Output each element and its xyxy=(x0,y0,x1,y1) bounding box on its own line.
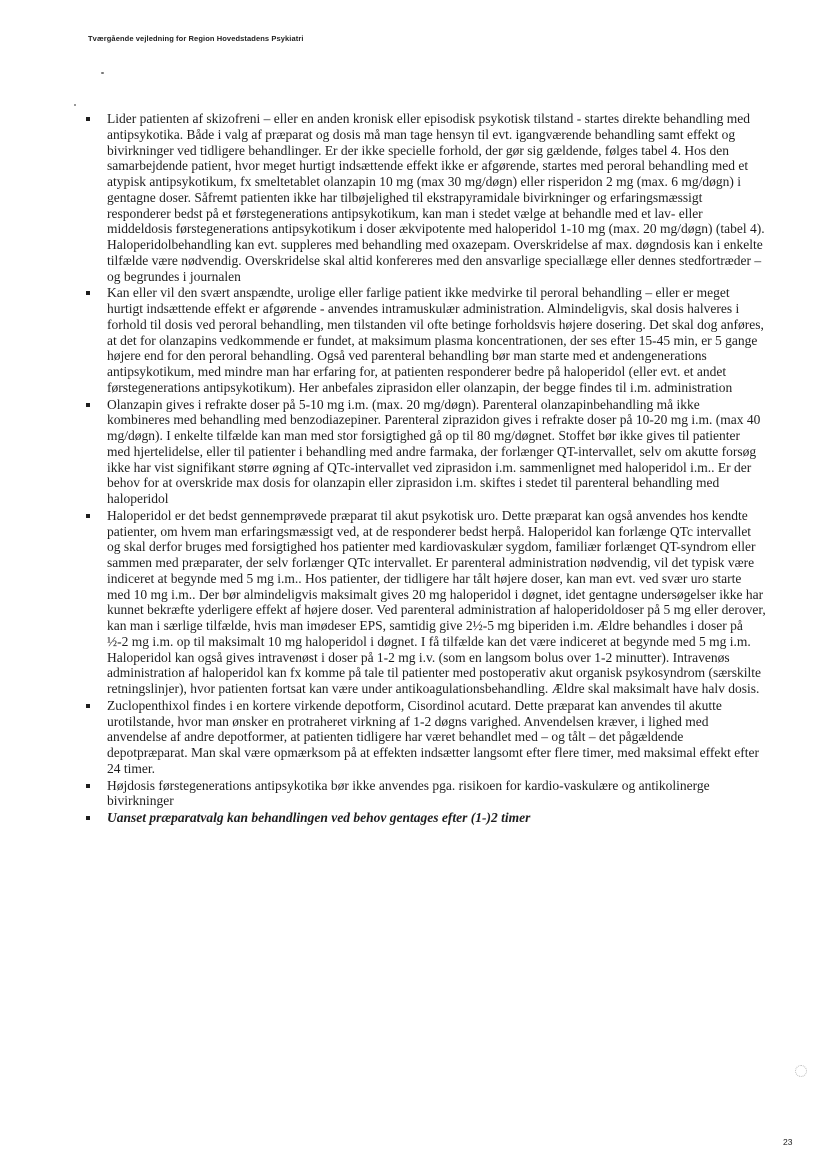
bullet-icon xyxy=(86,816,90,820)
paragraph-zuclopenthixol: Zuclopenthixol findes i en kortere virkende depotform, Cisordinol acutard. Dette præparat kan anvendes til akutte urotilstande, hvor man ønsker en protraheret virkning af 1-2 døgns varighed. Anvendelsen kræver, i lighed med anvendelse af andre depotformer, at patienten tidligere har været behandlet med – og tålt – det pågældende depotpræparat. Man skal være opmærksom på at effekten indsætter langsomt efter flere timer, med maksimal effekt efter 24 timer. xyxy=(107,697,760,776)
scan-mark xyxy=(795,1065,807,1077)
list-item xyxy=(86,397,766,507)
paragraph-skizofreni: Lider patienten af skizofreni – eller en anden kronisk eller episodisk psykotisk tilstand - startes direkte behandling med antipsykotika. Både i valg af præparat og dosis må man tage hensyn til evt. igangværende behandling samt effekt og bivirkninger ved tidligere behandlinger. Er der ikke specielle forhold, der gør sig gældende, følges tabel 4. Hos den samarbejdende patient, hvor meget hurtigt indsættende effekt ikke er afgørende, startes med peroral behandling med et atypisk antipsykotikum, fx smeltetablet olanzapin 10 mg (max 30 mg/døgn) eller risperidon 2 mg (max. 6 mg/døgn) i gentagne doser. Såfremt patienten ikke har tilbøjelighed til ekstrapyramidale bivirkninger og erfaringsmæssigt responderer bedst på et førstegenerations antipsykotikum, kan man i stedet vælge at behandle med et lav- eller middeldosis førstegenerations antipsykotikum i doser ækvipotente med haloperidol 1-10 mg (max. 20 mg/døgn) (tabel 4). Haloperidolbehandling kan evt. suppleres med behandling med oxazepam. Overskridelse af max. døgndosis kan i enkelte tilfælde være nødvendig. Overskridelse skal altid konfereres med den ansvarlige speciallæge eller dennes stedfortræder – og begrundes i journalen xyxy=(107,111,765,284)
bullet-icon xyxy=(86,403,90,407)
paragraph-gentagelse: Uanset præparatvalg kan behandlingen ved behov gentages efter (1-)2 timer xyxy=(107,810,531,825)
list-item xyxy=(86,778,766,810)
list-item xyxy=(86,285,766,395)
paragraph-intramuskulaer: Kan eller vil den svært anspændte, urolige eller farlige patient ikke medvirke til peroral behandling – eller er meget hurtigt indsættende effekt er afgørende - anvendes intramuskulær administration. Almindeligvis, skal dosis halveres i forhold til dosis ved peroral behandling, men tilstanden vil ofte betinge forholdsvis højere dosering. Det skal dog anføres, at det for olanzapins vedkommende er fundet, at maksimum plasma koncentrationen, der ses efter 15-45 min, er 5 gange højere end for den peroral behandling. Også ved parenteral behandling bør man starte med et andengenerations antipsykotikum, med mindre man har erfaring for, at patienten responderer bedre på haloperidol (eller evt. et andet førstegenerations antipsykotikum). Her anbefales ziprasidon eller olanzapin, der begge findes til i.m. administration xyxy=(107,285,764,395)
bullet-icon xyxy=(86,704,90,708)
list-item xyxy=(86,810,766,826)
paragraph-haloperidol: Haloperidol er det bedst gennemprøvede præparat til akut psykotisk uro. Dette præparat kan også anvendes hos kendte patienter, om hvem man erfaringsmæssigt ved, at de responderer bedst herpå. Haloperidol kan forlænge QTc intervallet og skal derfor bruges med forsigtighed hos patienter med kardiovaskulær sygdom, familiær forlænget QT-syndrom eller sammen med præparater, der selv forlænger QTc intervallet. Er parenteral administration nødvendig, vil det typisk være indiceret at begynde med 5 mg i.m.. Hos patienter, der tidligere har tålt højere doser, kan man evt. ved svær uro starte med 10 mg i.m.. Der bør almindeligvis maksimalt gives 20 mg haloperidol i døgnet, idet gentagne undersøgelser ikke har kunnet bekræfte yderligere effekt af højere doser. Ved parenteral administration af haloperidoldoser på 5 mg eller derover, kan man i særlige tilfælde, hvis man imødeser EPS, samtidig give 2½-5 mg biperiden i.m. Ældre behandles i doser på ½-2 mg i.m. op til maksimalt 10 mg haloperidol i døgnet. I få tilfælde kan det være indiceret at begynde med 5 mg i.m. Haloperidol kan også gives intravenøst i doser på 1-2 mg i.v. (som en langsom bolus over 1-2 minutter). Intravenøs administration af haloperidol kan fx komme på tale til patienter med postoperativ akut organisk psykosyndrom (særskilte retningslinjer), hvor patienten fortsat kan være under antikoagulationsbehandling. Ældre skal maksimalt have halv dosis. xyxy=(107,507,766,696)
bullet-list xyxy=(86,111,766,826)
page-header: Tværgående vejledning for Region Hovedstadens Psykiatri xyxy=(88,34,304,43)
bullet-icon xyxy=(86,291,90,295)
scan-speck xyxy=(74,104,76,106)
bullet-icon xyxy=(86,784,90,788)
list-item xyxy=(86,111,766,284)
scan-speck xyxy=(101,72,104,74)
bullet-icon xyxy=(86,514,90,518)
list-item xyxy=(86,508,766,697)
paragraph-hoejdosis: Højdosis førstegenerations antipsykotika bør ikke anvendes pga. risikoen for kardio-vaskulære og antikolinerge bivirkninger xyxy=(107,777,710,809)
page-number: 23 xyxy=(783,1137,793,1147)
bullet-icon xyxy=(86,117,90,121)
paragraph-olanzapin: Olanzapin gives i refrakte doser på 5-10 mg i.m. (max. 20 mg/døgn). Parenteral olanzapinbehandling må ikke kombineres med behandling med benzodiazepiner. Parenteral ziprazidon gives i refrakte doser på 10-20 mg i.m. (max 40 mg/døgn). I enkelte tilfælde kan man med stor forsigtighed gå op til 80 mg/døgnet. Stoffet bør ikke gives til patienter med hjertelidelse, eller til patienter i behandling med andre farmaka, der forlænger QT-intervallet, selv om akutte forsøg ikke har vist signifikant større øgning af QTc-intervallet ved ziprasidon i.m. sammenlignet med haloperidol i.m.. Er der behov for at overskride max dosis for olanzapin eller ziprasidon i.m. skiftes i stedet til parenteral behandling med haloperidol xyxy=(107,396,761,506)
list-item xyxy=(86,698,766,777)
